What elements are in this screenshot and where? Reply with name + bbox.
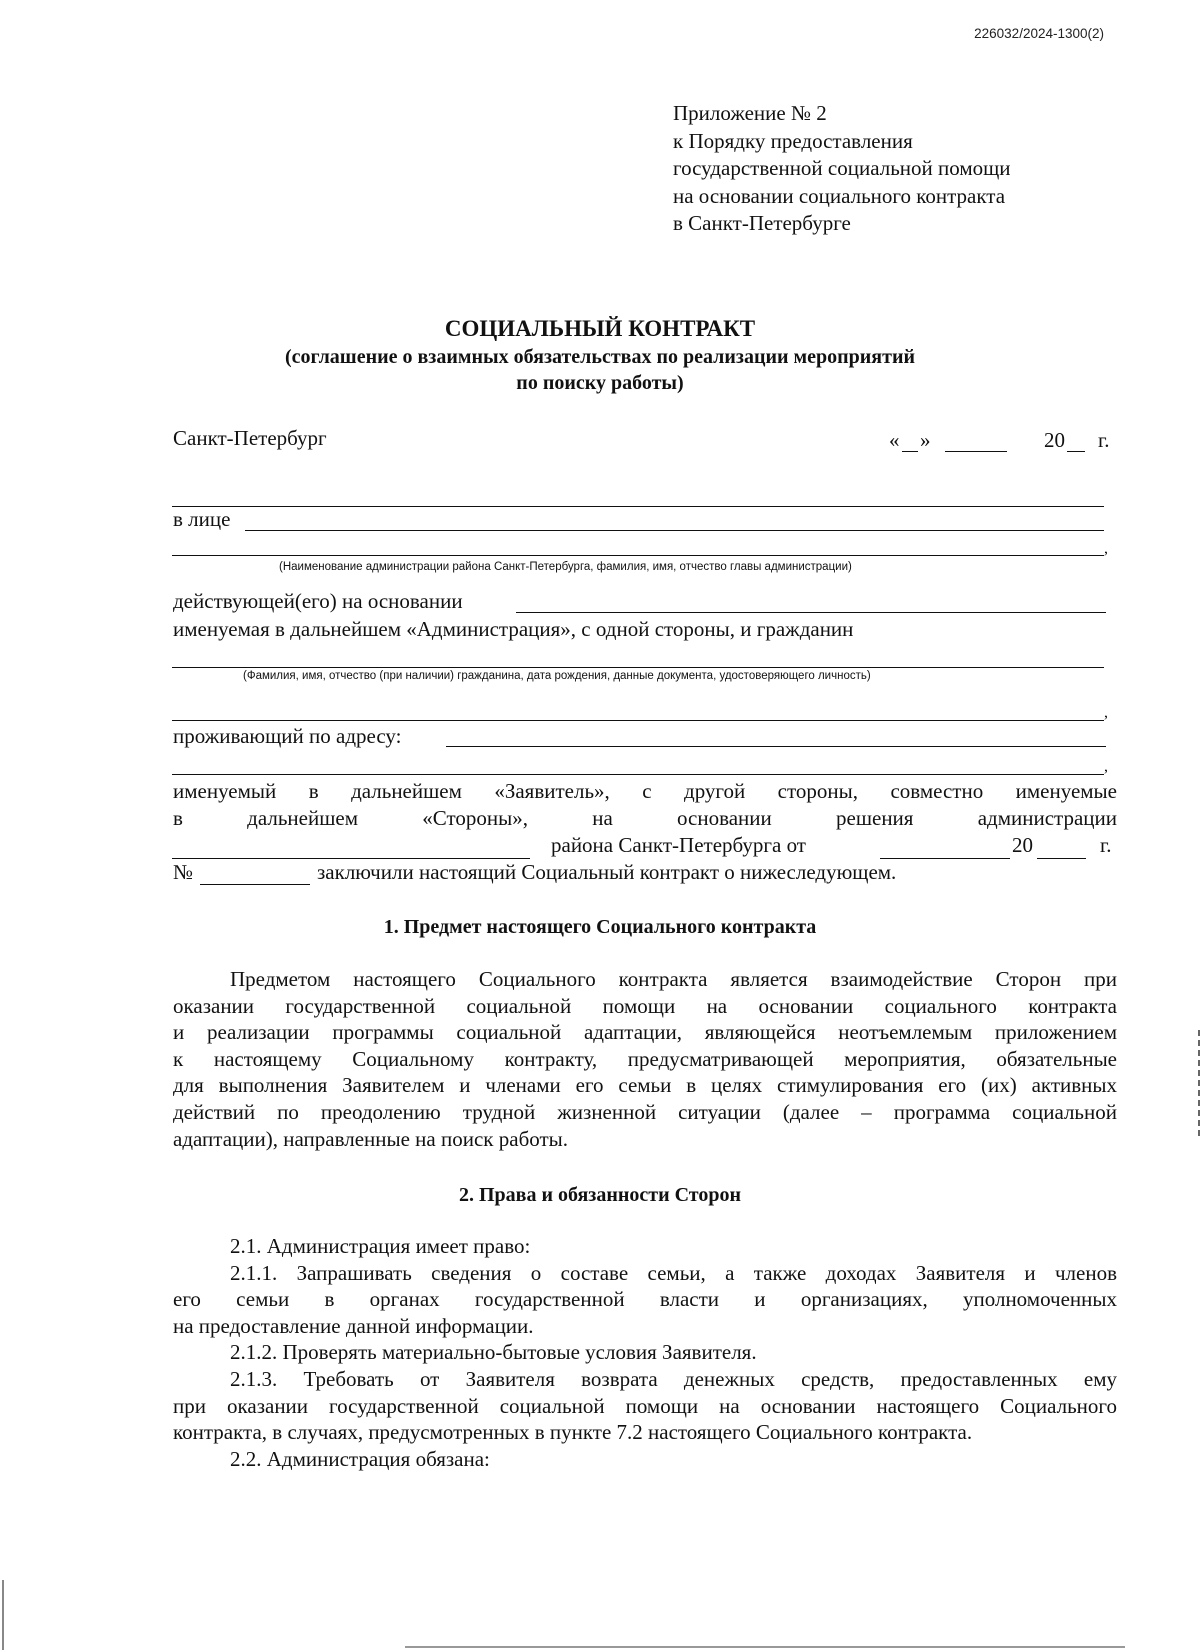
district-field[interactable] (172, 858, 530, 859)
section-1-heading: 1. Предмет настоящего Социального контракта (383, 916, 817, 938)
appendix-line: на основании социального контракта (673, 183, 1006, 208)
clause-2-2: 2.2. Администрация обязана: (230, 1446, 490, 1471)
contract-subtitle-line2: по поиску работы) (516, 372, 684, 394)
clause-2-1-3-line: при оказании государственной социальной помощи на основании настоящего Социального (173, 1393, 1117, 1418)
paragraph-line: действий по преодолению трудной жизненной ситуации (далее – программа социальной (173, 1099, 1117, 1124)
named-applicant-line2: в дальнейшем «Стороны», на основании решения администрации (173, 806, 1117, 830)
section-2-heading: 2. Права и обязанности Сторон (458, 1184, 742, 1206)
date-year-field[interactable] (1067, 451, 1085, 452)
admin-head-field-cont[interactable] (172, 555, 1104, 556)
paragraph-line: оказании государственной социальной помощи на основании социального контракта (173, 993, 1117, 1018)
date-quote-open: « (889, 428, 900, 452)
decision-date-field[interactable] (880, 858, 1010, 859)
decision-year-field[interactable] (1037, 858, 1086, 859)
contract-subtitle-line1: (соглашение о взаимных обязательствах по реализации мероприятий (284, 346, 915, 368)
district-text: района Санкт-Петербурга от (551, 833, 806, 857)
decision-number-field[interactable] (200, 884, 310, 885)
city-label: Санкт-Петербург (173, 426, 327, 450)
contract-title: СОЦИАЛЬНЫЙ КОНТРАКТ (444, 316, 756, 341)
comma: , (1104, 540, 1108, 557)
concluded-text: заключили настоящий Социальный контракт о нижеследующем. (317, 860, 897, 884)
clause-2-1-3-line: 2.1.3. Требовать от Заявителя возврата денежных средств, предоставленных ему (230, 1366, 1117, 1391)
section-1-paragraph (173, 966, 1117, 1152)
named-admin-text: именуемая в дальнейшем «Администрация», с одной стороны, и гражданин (173, 617, 854, 641)
clause-2-1: 2.1. Администрация имеет право: (230, 1234, 531, 1258)
section-2-body (173, 1233, 1117, 1472)
appendix-line: государственной социальной помощи (673, 156, 1011, 180)
address-field[interactable] (446, 746, 1106, 747)
clause-2-1-3-line: контракта, в случаях, предусмотренных в пункте 7.2 настоящего Социального контракта. (173, 1420, 973, 1445)
paragraph-line: к настоящему Социальному контракту, предусматривающей мероприятия, обязательные (173, 1046, 1117, 1071)
admin-name-field[interactable] (172, 506, 1104, 507)
appendix-block (673, 100, 1011, 238)
named-applicant-line1: именуемый в дальнейшем «Заявитель», с другой стороны, совместно именуемые (173, 779, 1117, 803)
comma: , (1104, 704, 1108, 721)
clause-2-1-1-line: 2.1.1. Запрашивать сведения о составе семьи, а также доходах Заявителя и членов (230, 1260, 1117, 1285)
address-field-cont[interactable] (172, 774, 1104, 775)
decision-year-suffix: г. (1100, 833, 1112, 857)
admin-head-field[interactable] (245, 530, 1104, 531)
appendix-line: Приложение № 2 (673, 101, 827, 125)
acting-basis-field[interactable] (516, 612, 1106, 613)
clause-2-1-2: 2.1.2. Проверять материально-бытовые условия Заявителя. (230, 1340, 757, 1365)
paragraph-line: адаптации), направленные на поиск работы. (173, 1126, 569, 1151)
scan-edge-mark (405, 1646, 1125, 1648)
date-year-suffix: г. (1098, 428, 1110, 452)
date-month-field[interactable] (945, 451, 1007, 452)
admin-caption: (Наименование администрации района Санкт-Петербурга, фамилия, имя, отчество главы администрации) (279, 561, 852, 573)
paragraph-line: Предметом настоящего Социального контракта является взаимодействие Сторон при (230, 967, 1117, 991)
number-sign: № (173, 860, 194, 884)
acting-basis-label: действующей(его) на основании (173, 589, 463, 613)
paragraph-line: и реализации программы социальной адаптации, являющейся неотъемлемым приложением (173, 1020, 1117, 1045)
decision-year-prefix: 20 (1012, 833, 1033, 857)
date-year-prefix: 20 (1044, 428, 1065, 452)
clause-2-1-1-line: на предоставление данной информации. (173, 1313, 534, 1338)
citizen-name-field[interactable] (172, 667, 1104, 668)
in-person-label: в лице (173, 507, 231, 531)
date-day-field[interactable] (902, 451, 918, 452)
date-quote-close: » (920, 428, 931, 452)
scan-edge-mark (2, 1580, 4, 1650)
appendix-line: в Санкт-Петербурге (673, 211, 851, 235)
clause-2-1-1-line: его семьи в органах государственной власти и организациях, уполномоченных (173, 1287, 1117, 1312)
residing-label: проживающий по адресу: (173, 724, 402, 748)
citizen-caption: (Фамилия, имя, отчество (при наличии) гражданина, дата рождения, данные документа, удостоверяющего личность) (243, 670, 871, 682)
paragraph-line: для выполнения Заявителем и членами его семьи в целях стимулирования его (их) активных (173, 1073, 1117, 1098)
document-id: 226032/2024-1300(2) (974, 26, 1104, 41)
comma: , (1104, 758, 1108, 775)
citizen-details-field[interactable] (172, 720, 1104, 721)
appendix-line: к Порядку предоставления (673, 128, 913, 153)
